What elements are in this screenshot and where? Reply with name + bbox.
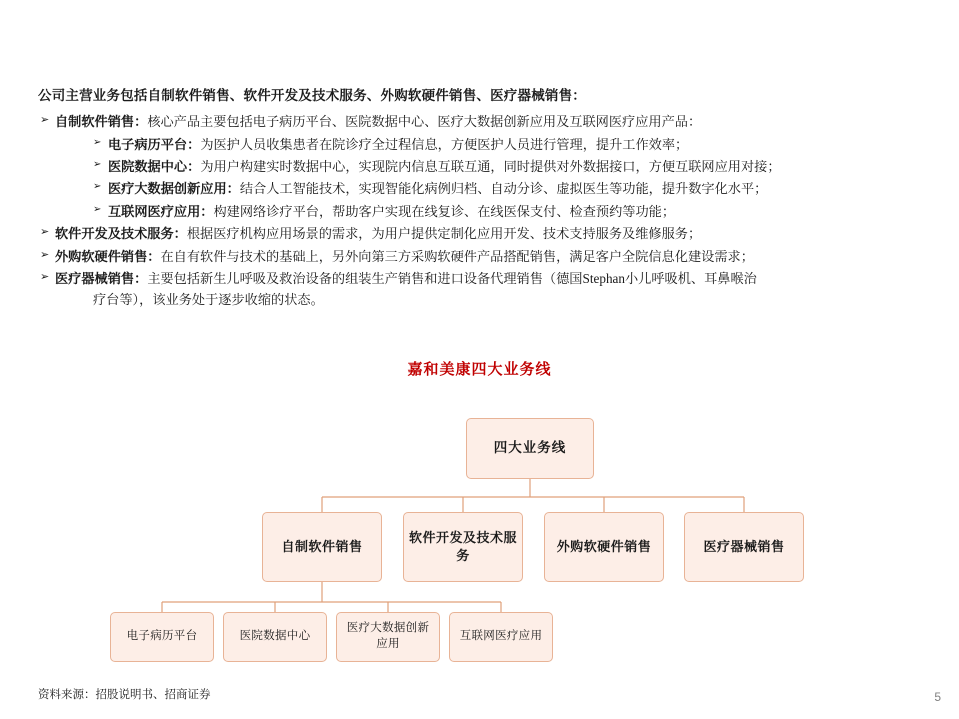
list-item [93,156,928,177]
list-item-text: 根据医疗机构应用场景的需求，为用户提供定制化应用开发、技术支持服务及维修服务； [186,226,702,242]
list-item [40,268,928,289]
diagram-node-level3-2[interactable]: 医疗大数据创新应用 [336,612,440,662]
list-item-label: 自制软件销售： [55,114,148,130]
list-item-text: 核心产品主要包括电子病历平台、医院数据中心、医疗大数据创新应用及互联网医疗应用产品： [147,114,702,130]
list-item [93,134,928,155]
list-item-label: 医疗大数据创新应用： [108,181,240,197]
bullet-icon: ➢ [93,159,102,170]
list-item-label: 电子病历平台： [108,136,201,152]
business-lines-diagram [0,390,959,680]
diagram-node-level2-0[interactable]: 自制软件销售 [262,512,382,582]
bullet-icon: ➢ [40,270,50,283]
diagram-node-level3-3[interactable]: 互联网医疗应用 [449,612,553,662]
list-item-text: 构建网络诊疗平台，帮助客户实现在线复诊、在线医保支付、检查预约等功能； [213,203,676,219]
diagram-node-level2-2[interactable]: 外购软硬件销售 [544,512,664,582]
page-number: 5 [934,690,941,704]
list-item-label: 医疗器械销售： [55,270,148,286]
list-item-text: 在自有软件与技术的基础上，另外向第三方采购软硬件产品搭配销售，满足客户全院信息化建设需求； [160,248,754,264]
diagram-node-level3-1[interactable]: 医院数据中心 [223,612,327,662]
list-item-text: 结合人工智能技术，实现智能化病例归档、自动分诊、虚拟医生等功能，提升数字化水平； [239,181,768,197]
diagram-node-level2-3[interactable]: 医疗器械销售 [684,512,804,582]
list-item-label: 互联网医疗应用： [108,203,214,219]
source-note: 资料来源：招股说明书、招商证券 [38,689,211,701]
bullet-icon: ➢ [93,136,102,148]
bullet-icon: ➢ [40,114,50,127]
list-item [93,178,928,199]
list-item-text: 主要包括新生儿呼吸及救治设备的组装生产销售和进口设备代理销售（德国Stephan小儿呼吸机、耳鼻喉治 [147,270,757,286]
list-item [40,246,928,267]
page-title: 公司主营业务包括自制软件销售、软件开发及技术服务、外购软硬件销售、医疗器械销售： [38,88,586,103]
list-item [40,111,928,132]
bullet-icon: ➢ [93,181,102,193]
content-block [38,86,928,311]
list-item-label: 外购软硬件销售： [55,248,161,264]
list-item [93,201,928,222]
list-item-text: 为医护人员收集患者在院诊疗全过程信息，方便医护人员进行管理，提升工作效率； [200,136,689,152]
list-item-text: 为用户构建实时数据中心，实现院内信息互联互通，同时提供对外数据接口，方便互联网应用对接； [200,159,781,174]
diagram-title: 嘉和美康四大业务线 [407,362,552,378]
diagram-node-level2-1[interactable]: 软件开发及技术服务 [403,512,523,582]
list-item-label: 软件开发及技术服务： [55,226,187,242]
list-item [40,223,928,244]
list-item-label: 医院数据中心： [108,159,201,174]
bullet-icon: ➢ [93,203,102,215]
bullet-icon: ➢ [40,248,50,261]
bullet-icon: ➢ [40,226,50,239]
list-item-continuation: 疗台等），该业务处于逐步收缩的状态。 [93,292,324,308]
diagram-node-root[interactable]: 四大业务线 [466,418,594,479]
diagram-node-level3-0[interactable]: 电子病历平台 [110,612,214,662]
